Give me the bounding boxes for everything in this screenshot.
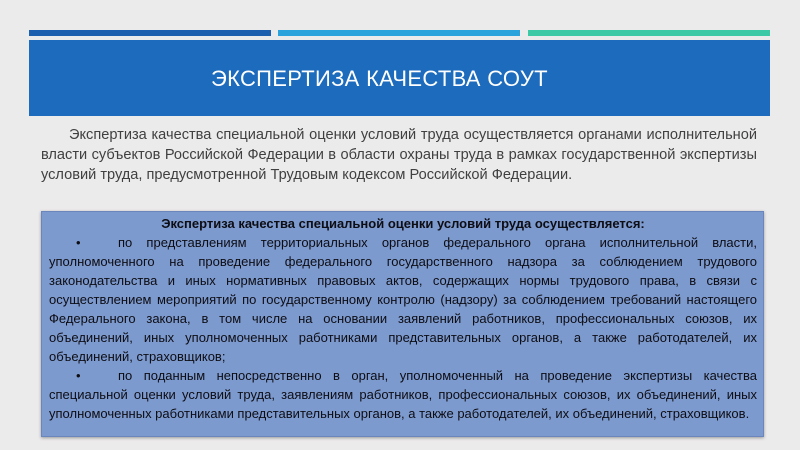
info-box (41, 211, 764, 437)
accent-stripe-light-blue (278, 30, 520, 36)
bullet-icon: • (76, 235, 81, 250)
info-box-heading: Экспертиза качества специальной оценки условий труда осуществляется: (161, 216, 645, 231)
title-banner (29, 40, 770, 116)
slide-title: ЭКСПЕРТИЗА КАЧЕСТВА СОУТ (211, 66, 548, 91)
bullet-item-2 (49, 366, 757, 423)
bullet-item-text: по представлениям территориальных органов федерального органа исполнительной власти, уполномоченного на проведение федерального государственного надзора за соблюдением трудового законодательства и иных нормативных правовых актов, содержащих нормы трудового права, в связи с осуществлением мероприятий по государственному контролю (надзору) за соблюдением требований настоящего Федерального закона, в том числе на основании заявлений работников, профессиональных союзов, их объединений, иных уполномоченных работниками представительных органов, а также работодателей, их объединений, страховщиков; (49, 235, 757, 364)
bullet-item-text: по поданным непосредственно в орган, уполномоченный на проведение экспертизы качества специальной оценки условий труда, заявлениям работников, профессиональных союзов, их объединений, иных уполномоченных работниками представительных органов, а также работодателей, их объединений, страховщиков. (49, 368, 757, 421)
bullet-item-1 (49, 233, 757, 366)
intro-paragraph: Экспертиза качества специальной оценки условий труда осуществляется органами исполнительной власти субъектов Российской Федерации в области охраны труда в рамках государственной экспертизы условий труда, предусмотренной Трудовым кодексом Российской Федерации. (41, 127, 757, 183)
bullet-icon: • (76, 368, 81, 383)
accent-stripe-teal (528, 30, 770, 36)
accent-stripe-dark-blue (29, 30, 271, 36)
